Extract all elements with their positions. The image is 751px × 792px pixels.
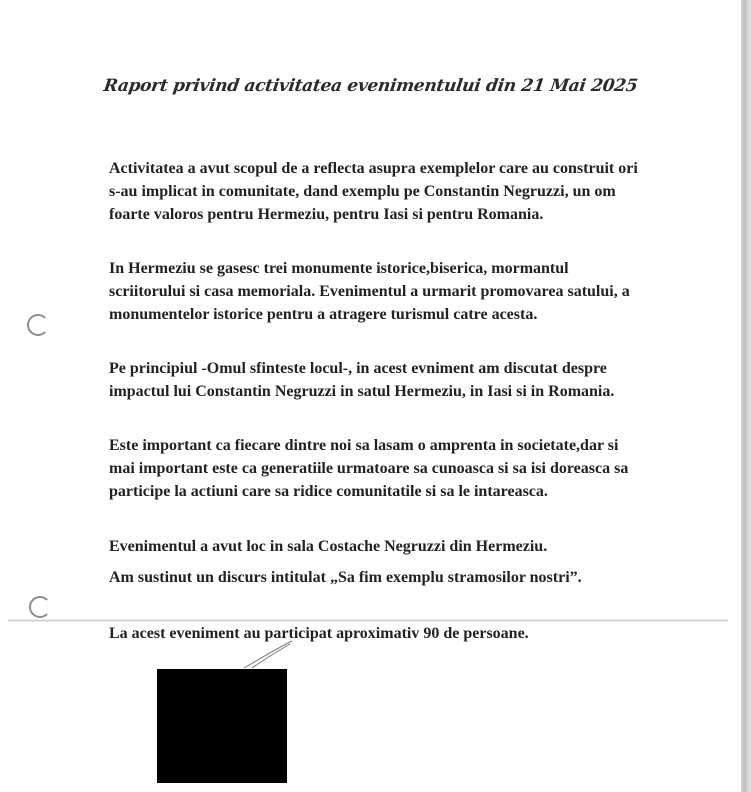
redacted-signature-block bbox=[157, 669, 287, 783]
punch-hole-mark bbox=[29, 596, 51, 618]
paragraph-location: Evenimentul a avut loc in sala Costache Negruzzi din Hermeziu. bbox=[109, 538, 548, 555]
paragraph-principle: Pe principiul -Omul sfinteste locul-, in acest evniment am discutat despre impactul lui Constantin Negruzzi in satul Hermeziu, in Iasi si in Romania. bbox=[109, 360, 615, 400]
paragraph-speech: Am sustinut un discurs intitulat „Sa fim exemplu stramosilor nostri”. bbox=[109, 569, 582, 586]
scan-edge bbox=[741, 0, 751, 792]
paragraph-attendance: La acest eveniment au participat aproximativ 90 de persoane. bbox=[109, 625, 529, 642]
document-title: Raport privind activitatea evenimentului din 21 Mai 2025 bbox=[102, 76, 639, 96]
signature-stroke bbox=[240, 638, 300, 672]
paragraph-purpose: Activitatea a avut scopul de a reflecta asupra exemplelor care au construit ori s-au implicat in comunitate, dand exemplu pe Constantin Negruzzi, un om foarte valoros pentru Hermeziu, pentru Iasi si pentru Romania. bbox=[109, 160, 638, 223]
punch-hole-mark bbox=[27, 314, 49, 336]
paragraph-importance: Este important ca fiecare dintre noi sa lasam o amprenta in societate,dar si mai important este ca generatiile urmatoare sa cunoasca si sa isi doreasca sa participe la actiuni care sa ridice comunitatile si sa le intareasca. bbox=[109, 437, 629, 500]
paragraph-monuments: In Hermeziu se gasesc trei monumente istorice,biserica, mormantul scriitorului si casa memoriala. Evenimentul a urmarit promovarea satului, a monumentelor istorice pentru a atragere turismul catre acesta. bbox=[109, 260, 630, 323]
